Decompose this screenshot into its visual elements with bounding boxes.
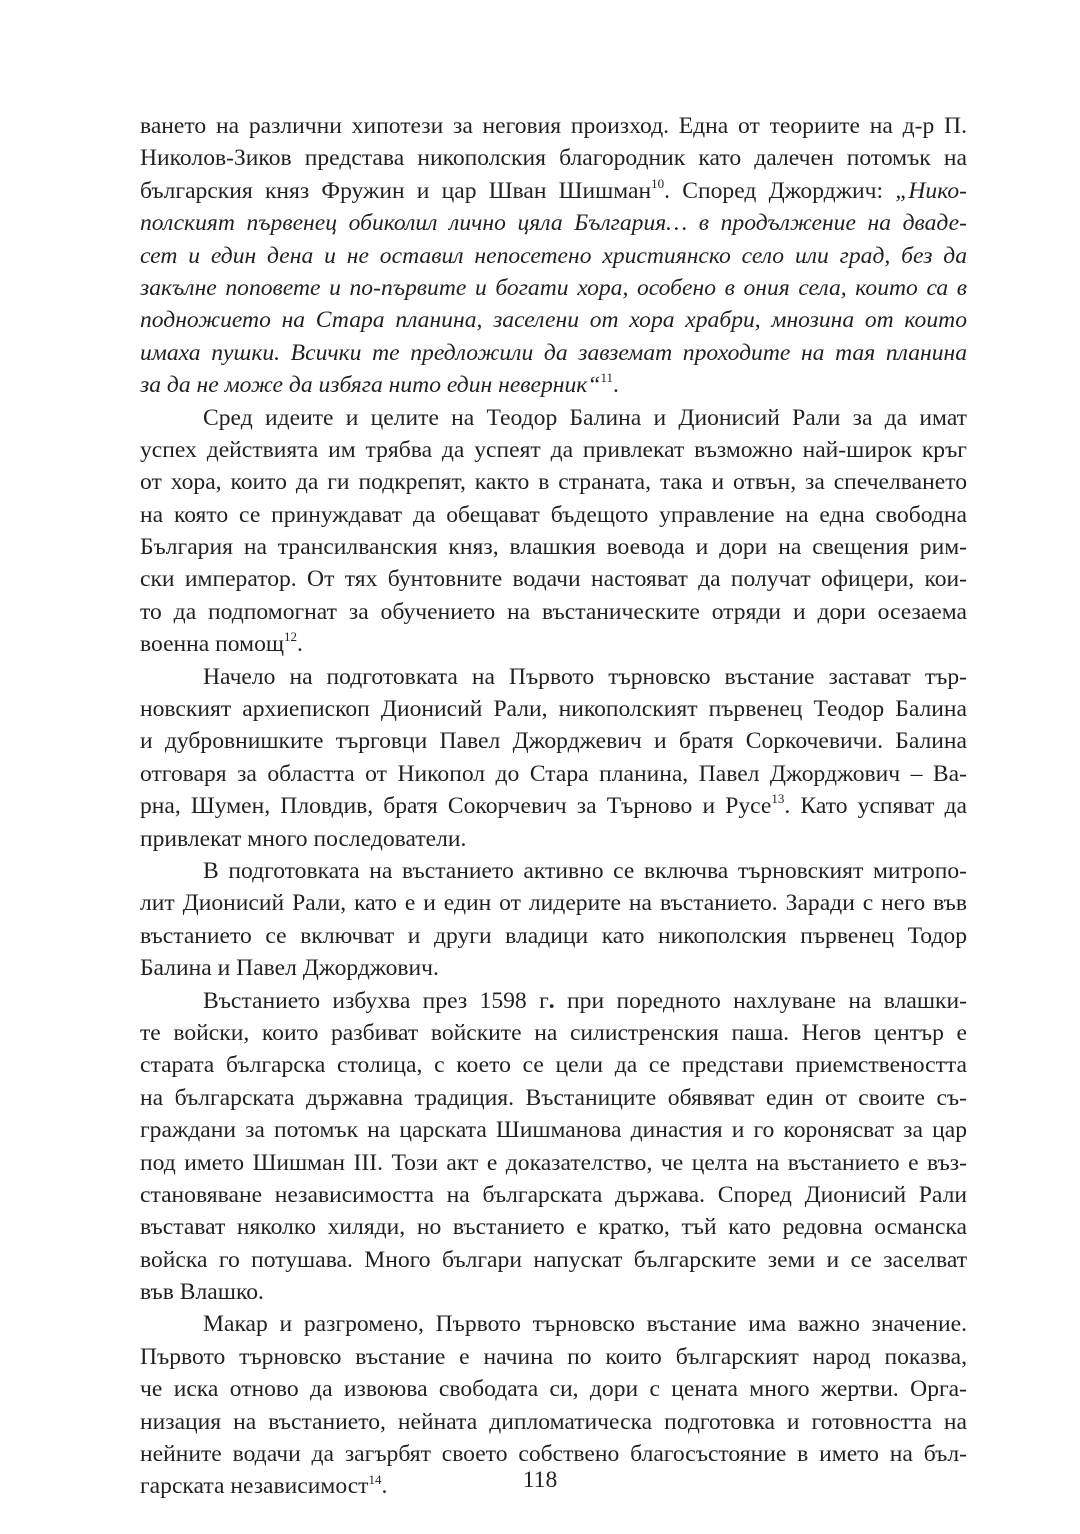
text-run: . (613, 372, 619, 399)
body-text (140, 110, 967, 1503)
text-line: въстават няколко хиляди, но въстанието е кратко, тъй като редовна османска (140, 1214, 967, 1241)
text-run: рна, Шумен, Пловдив, братя Сокорчевич за Търново и Русе (140, 793, 772, 820)
text-line: ването на различни хипотези за неговия произход. Една от теориите на д-р П. (140, 113, 967, 139)
footnote-ref-10: 10 (651, 175, 665, 191)
text-line: В подготовката на въстанието активно се включва търновският митропо- (203, 857, 967, 884)
quote-line: имаха пушки. Всички те предложили да завземат проходите на тая планина (140, 339, 967, 366)
quote-line: полският първенец обиколил лично цяла България… в продължение на дваде- (140, 210, 967, 237)
text-line: отговаря за областта от Никопол до Стара планина, Павел Джорджович – Ва- (140, 760, 967, 787)
text-line: Начело на подготовката на Първото търновско въстание застават тър- (203, 663, 967, 690)
quote-line: сет и един дена и не оставил непосетено християнско село или град, без да (140, 242, 967, 269)
text-line: че иска отново да извоюва свободата си, дори с цената много жертви. Орга- (140, 1376, 967, 1403)
text-line: от хора, които да ги подкрепят, както в страната, така и отвън, за спечелването (140, 469, 967, 496)
paragraph-3 (140, 661, 967, 855)
text-line: лит Дионисий Рали, като е и един от лидерите на въстанието. Заради с него във (140, 890, 967, 917)
text-line (140, 369, 967, 401)
paragraph-1 (140, 110, 967, 402)
text-line: под името Шишман III. Този акт е доказателство, че целта на въстанието е въз- (140, 1149, 967, 1176)
quote-end: за да не може да избяга нито един неверник (140, 372, 588, 399)
text-line: Балина и Павел Джорджович. (140, 955, 439, 982)
paragraph-4 (140, 855, 967, 985)
page-number: 118 (522, 1467, 558, 1493)
text-line: привлекат много последователи. (140, 825, 467, 852)
text-line: на която се принуждават да обещават бъдещото управление на една свободна (140, 501, 967, 528)
text-line: Николов-Зиков представа никополския благородник като далечен потомък на (140, 145, 967, 172)
text-line: България на трансилванския княз, влашкия воевода и дори на свещения рим- (140, 534, 967, 561)
closing-quote-mark: “ (587, 372, 601, 399)
text-run: . Според Джорджич: (664, 177, 896, 204)
quote-line: подножието на Стара планина, заселени от хора храбри, мнозина от които (140, 307, 967, 334)
text-line: старата българска столица, с което се цели да се представи приемствеността (140, 1052, 967, 1079)
paragraph-5 (140, 985, 967, 1309)
text-line: на българската държавна традиция. Въстаниците обявяват един от своите съ- (140, 1084, 967, 1111)
text-line (140, 175, 967, 207)
text-line (140, 985, 967, 1017)
footnote-ref-12: 12 (284, 629, 298, 645)
footnote-ref-13: 13 (771, 791, 785, 807)
text-line: становяване независимостта на българската държава. Според Дионисий Рали (140, 1181, 967, 1208)
text-line: нейните водачи да загърбят своето собствено благосъстояние в името на бъл- (140, 1441, 967, 1468)
bold-period: . (548, 987, 555, 1014)
text-line: то да подпомогнат за обучението на въстаническите отряди и дори осезаема (140, 598, 967, 625)
text-run: военна помощ (140, 631, 285, 658)
text-run: Въстанието избухва през 1598 г (203, 987, 549, 1014)
text-line: Сред идеите и целите на Теодор Балина и Дионисий Рали за да имат (203, 404, 967, 431)
text-line (140, 790, 967, 822)
text-line: успех действията им трябва да успеят да привлекат възможно най-широк кръг (140, 436, 967, 463)
text-run: . (381, 1473, 388, 1500)
footnote-ref-11: 11 (600, 370, 613, 386)
text-run: . (297, 631, 303, 658)
text-run: гарската независимост (140, 1473, 369, 1500)
quote-start: „Нико- (895, 177, 967, 204)
text-line: и дубровнишките търговци Павел Джорджевич и братя Соркочевичи. Балина (140, 728, 967, 755)
text-line: Макар и разгромено, Първото търновско въстание има важно значение. (203, 1311, 967, 1338)
text-line: във Влашко. (140, 1279, 264, 1306)
text-line: войска го потушава. Много българи напускат българските земи и се заселват (140, 1246, 967, 1273)
text-line (140, 628, 967, 660)
text-line: граждани за потомък на царската Шишманова династия и го коронясват за цар (140, 1117, 967, 1144)
text-line: въстанието се включват и други владици като никополския първенец Тодор (140, 922, 967, 949)
paragraph-2 (140, 402, 967, 661)
text-line: новският архиепископ Дионисий Рали, никополският първенец Теодор Балина (140, 696, 967, 723)
text-line: ски император. От тях бунтовните водачи настояват да получат офицери, кои- (140, 566, 967, 593)
text-run: . Като успяват да (784, 793, 967, 820)
footnote-ref-14: 14 (368, 1471, 382, 1487)
text-line: низация на въстанието, нейната дипломатическа подготовка и готовността на (140, 1408, 967, 1435)
text-line: те войски, които разбиват войските на силистренския паша. Негов център е (140, 1019, 967, 1046)
text-run: при поредното нахлуване на влашки- (554, 987, 967, 1014)
text-run: българския княз Фружин и цар Шван Шишман (140, 177, 652, 204)
text-line: Първото търновско въстание е начина по които българският народ показва, (140, 1343, 967, 1370)
quote-line: закълне поповете и по-първите и богати хора, особено в ония села, които са в (140, 274, 967, 301)
